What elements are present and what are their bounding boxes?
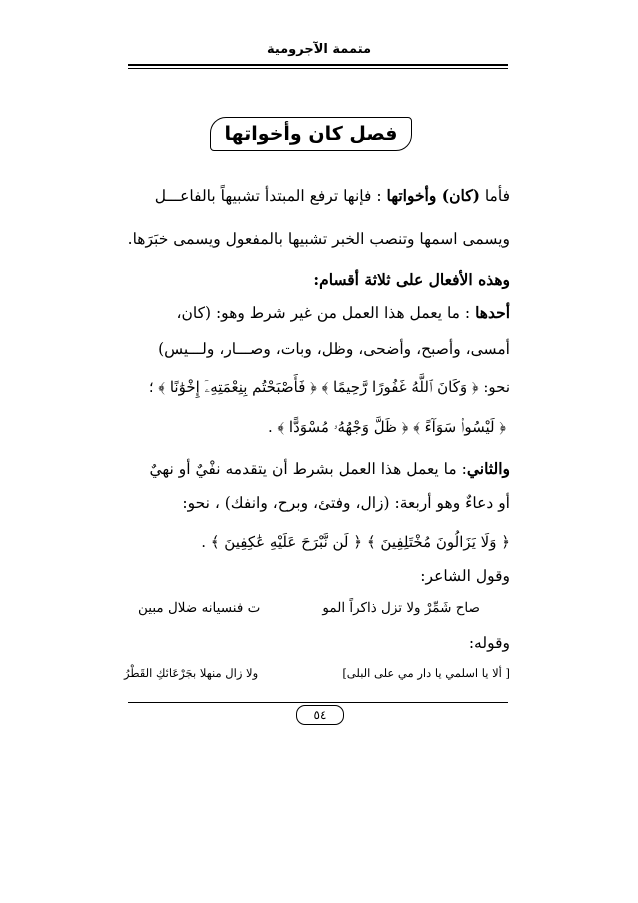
paragraph-line: أو دعاءٌ وهو أربعة: (زال، وفتئ، وبرح، وانفك) ، نحو: [182, 494, 510, 512]
paragraph-line: ويسمى اسمها وتنصب الخبر تشبيها بالمفعول ويسمى خبَرَها. [127, 230, 510, 248]
quran-verse: ﴿ لَن نَّبْرَحَ عَلَيْهِ عَٰكِفِينَ ﴾ [210, 533, 363, 551]
example-verses [128, 418, 510, 436]
running-header: متممة الآجرومية [266, 42, 372, 57]
header-rule-thin [128, 68, 508, 69]
quran-verse: ﴿ فَأَصْبَحْتُم بِنِعْمَتِهِۦٓ إِخْوَٰنًا ﴾ [158, 378, 317, 396]
text-segment: : فإنها ترفع المبتدأ تشبيهاً بالفاعـــل [154, 187, 387, 205]
bold-term: أحدها [475, 303, 510, 322]
bold-term: (كان) وأخواتها [386, 186, 480, 205]
text-segment: : ما يعمل هذا العمل بشرط أن يتقدمه نفْيٌ أو نهيٌ [149, 460, 467, 478]
poet-intro: وقوله: [468, 634, 510, 652]
poem-hemistich-first: [ ألا يا اسلمي يا دار مي على البلى] [342, 666, 510, 680]
poem-hemistich-second: ولا زال منهلا بجَرْعَائكِ القَطْرُ [124, 666, 259, 680]
separator: . [267, 418, 278, 436]
paragraph-line [155, 186, 510, 205]
bold-term: والثاني [466, 459, 510, 478]
example-verses [128, 533, 510, 551]
page-number: ٥٤ [296, 705, 344, 725]
text-segment: : ما يعمل هذا العمل من غير شرط وهو: (كان، [176, 304, 476, 322]
footer-rule [128, 702, 508, 703]
example-label: نحو: [478, 378, 510, 396]
quran-verse: ﴿ لَيْسُوا۟ سَوَآءً ﴾ [413, 418, 506, 436]
paragraph-line: أمسى، وأصبح، وأضحى، وظل، وبات، وصـــار، ولـــيس) [158, 340, 510, 358]
header-rule [128, 64, 508, 66]
separator: ؛ [148, 378, 159, 396]
paragraph-line [177, 303, 511, 322]
poem-hemistich-second: ت فنسيانه ضلال مبين [138, 600, 261, 616]
poem-hemistich-first: صاح شَمِّرْ ولا تزل ذاكراً المو [322, 600, 480, 616]
section-title: فصل كان وأخواتها [210, 117, 412, 151]
separator: . [201, 533, 211, 551]
paragraph-line [149, 459, 510, 478]
quran-verse: ﴿ وَكَانَ ٱللَّهُ غَفُورًا رَّحِيمًا ﴾ [321, 378, 479, 396]
quran-verse: ﴿ ظَلَّ وَجْهُهُۥ مُسْوَدًّا ﴾ [277, 418, 409, 436]
subheading: وهذه الأفعال على ثلاثة أقسام: [313, 270, 510, 289]
quran-verse: ﴿ وَلَا يَزَالُونَ مُخْتَلِفِينَ ﴾ [366, 533, 510, 551]
poet-intro: وقول الشاعر: [420, 567, 510, 585]
example-verses [128, 378, 510, 396]
text-segment: فأما [479, 187, 510, 205]
